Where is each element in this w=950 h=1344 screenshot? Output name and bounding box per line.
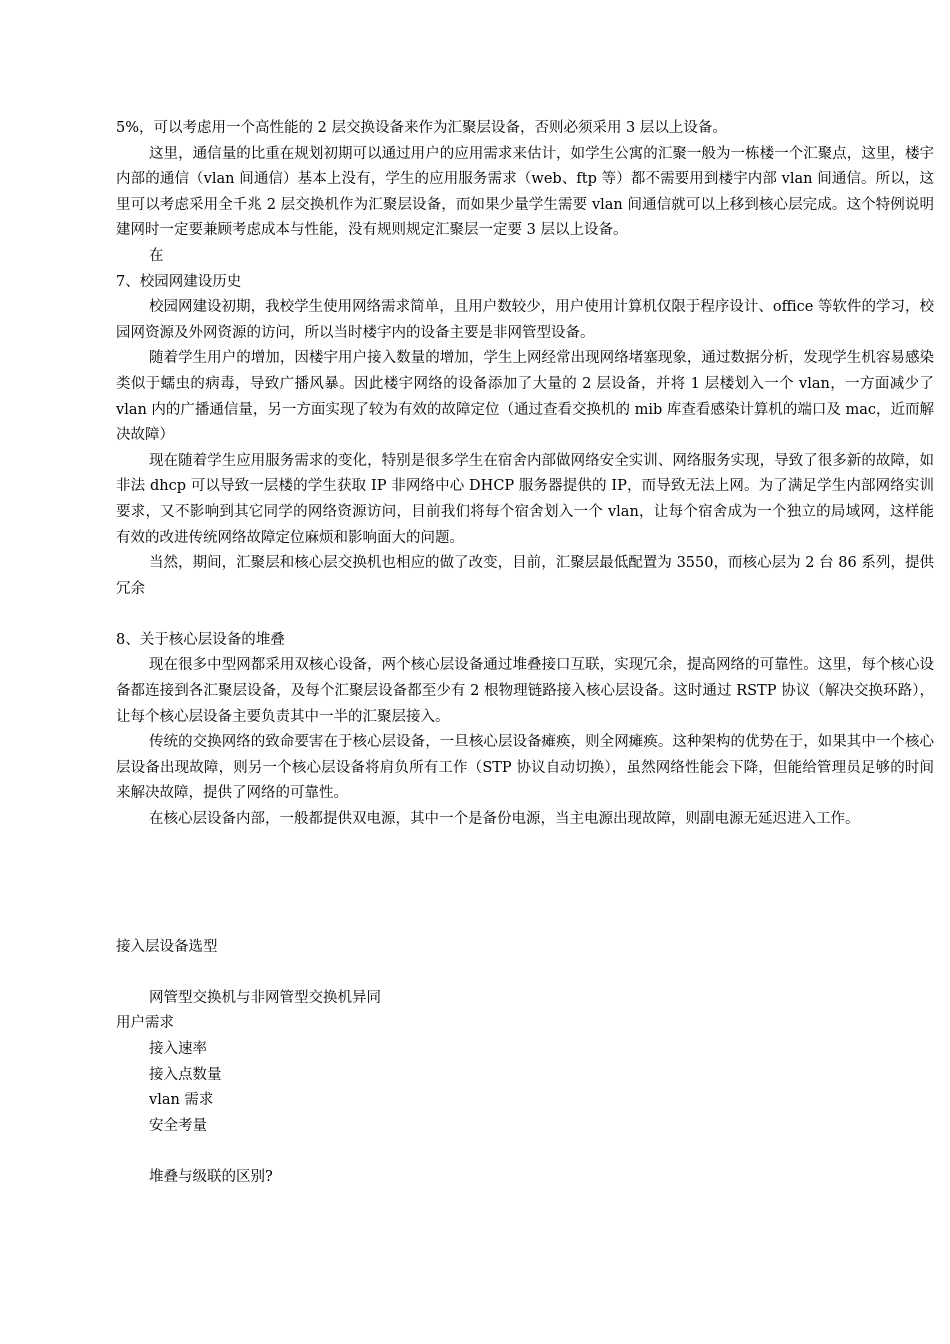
paragraph: 5%，可以考虑用一个高性能的 2 层交换设备来作为汇聚层设备，否则必须采用 3 层以上设备。 [116,120,727,136]
paragraph: 这里，通信量的比重在规划初期可以通过用户的应用需求来估计，如学生公寓的汇聚一般为一栋楼一个汇聚点，这里，楼宇内部的通信（vlan 间通信）基本上没有，学生的应用服务需求（web、ftp 等）都不需要用到楼宇内部 vlan 间通信。所以，这里可以考虑采用全千兆 2 层交换机作为汇聚层设备，而如果少量学生需要 vlan 间通信就可以上移到核心层完成。这个特例说明建网时一定要兼顾考虑成本与性能，没有规则规定汇聚层一定要 3 层以上设备。 [116,145,934,239]
paragraph: 校园网建设初期，我校学生使用网络需求简单，且用户数较少，用户使用计算机仅限于程序设计、office 等软件的学习，校园网资源及外网资源的访问，所以当时楼宇内的设备主要是非网管型设备。 [116,299,934,341]
paragraph: 随着学生用户的增加，因楼宇用户接入数量的增加，学生上网经常出现网络堵塞现象，通过数据分析，发现学生机容易感染类似于蠕虫的病毒，导致广播风暴。因此楼宇网络的设备添加了大量的 2 层设备，并将 1 层楼划入一个 vlan，一方面减少了 vlan 内的广播通信量，另一方面实现了较为有效的故障定位（通过查看交换机的 mib 库查看感染计算机的端口及 mac，近而解决故障） [116,350,934,444]
paragraph: 在核心层设备内部，一般都提供双电源，其中一个是备份电源，当主电源出现故障，则副电源无延迟进入工作。 [149,811,860,828]
outline-requirement-item: 接入点数量 [149,1066,222,1083]
document-page [116,116,934,1191]
outline-requirements-label: 用户需求 [116,1015,174,1032]
outline-requirement-item: 接入速率 [149,1041,207,1057]
paragraph: 当然，期间，汇聚层和核心层交换机也相应的做了改变，目前，汇聚层最低配置为 3550，而核心层为 2 台 86 系列，提供冗余 [116,555,934,597]
section-heading-8: 8、关于核心层设备的堆叠 [116,631,285,648]
paragraph: 现在随着学生应用服务需求的变化，特别是很多学生在宿舍内部做网络安全实训、网络服务实现，导致了很多新的故障，如非法 dhcp 可以导致一层楼的学生获取 IP 非网络中心 DHCP 服务器提供的 IP，而导致无法上网。为了满足学生内部网络实训要求，又不影响到其它同学的网络资源访问，目前我们将每个宿舍划入一个 vlan，让每个宿舍成为一个独立的局域网，这样能有效的改进传统网络故障定位麻烦和影响面大的问题。 [116,452,934,546]
outline-question: 堆叠与级联的区别? [149,1168,273,1185]
blank-line [116,602,934,628]
paragraph: 传统的交换网络的致命要害在于核心层设备，一旦核心层设备瘫痪，则全网瘫痪。这种架构的优势在于，如果其中一个核心层设备出现故障，则另一个核心层设备将肩负所有工作（STP 协议自动切换），虽然网络性能会下降，但能给管理员足够的时间来解决故障，提供了网络的可靠性。 [116,734,934,802]
outline-requirement-item: vlan 需求 [149,1092,214,1109]
blank-line [116,1139,934,1165]
paragraph: 在 [149,247,164,264]
blank-space [116,833,934,935]
paragraph: 现在很多中型网都采用双核心设备，两个核心层设备通过堆叠接口互联，实现冗余，提高网络的可靠性。这里，每个核心设备都连接到各汇聚层设备，及每个汇聚层设备都至少有 2 根物理链路接入核心层设备。这时通过 RSTP 协议（解决交换环路），让每个核心层设备主要负责其中一半的汇聚层接入。 [116,657,934,725]
section-heading-7: 7、校园网建设历史 [116,273,242,290]
blank-line [116,960,934,986]
outline-title: 接入层设备选型 [116,938,218,955]
outline-compare: 网管型交换机与非网管型交换机异同 [149,989,381,1006]
outline-requirement-item: 安全考量 [149,1117,207,1134]
